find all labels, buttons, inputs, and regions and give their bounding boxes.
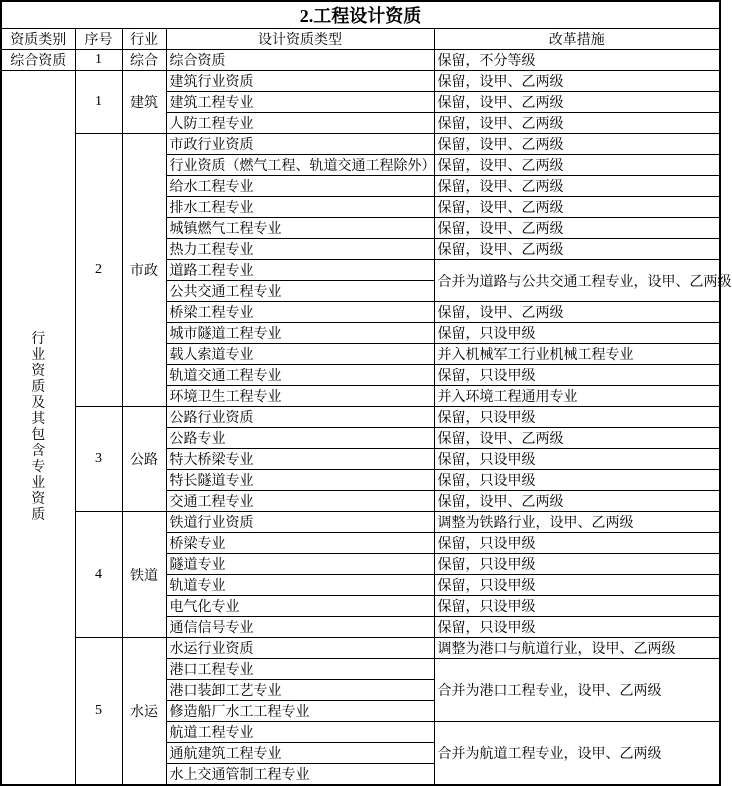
design-type-cell: 公共交通工程专业 [166,281,434,302]
reform-measure-cell: 保留，只设甲级 [434,533,720,554]
group-no-cell: 5 [75,638,122,786]
reform-measure-cell: 保留，只设甲级 [434,407,720,428]
design-type-cell: 给水工程专业 [166,176,434,197]
reform-measure-cell: 保留，设甲、乙两级 [434,176,720,197]
design-type-cell: 航道工程专业 [166,722,434,743]
table-row [1,134,720,155]
design-type-cell: 桥梁专业 [166,533,434,554]
header-row [1,29,720,50]
design-type-cell: 水上交通管制工程专业 [166,764,434,786]
reform-measure-cell: 保留，设甲、乙两级 [434,428,720,449]
table-row [1,407,720,428]
design-type-cell: 港口工程专业 [166,659,434,680]
table-row [1,71,720,92]
reform-measure-cell: 保留，设甲、乙两级 [434,71,720,92]
reform-measure-cell: 保留，设甲、乙两级 [434,302,720,323]
design-type-cell: 道路工程专业 [166,260,434,281]
category-industry-cell [1,71,75,786]
industry-cell: 公路 [122,407,166,512]
design-type-cell: 轨道专业 [166,575,434,596]
design-type-cell: 建筑行业资质 [166,71,434,92]
table-row [1,638,720,659]
reform-measure-cell: 合并为道路与公共交通工程专业，设甲、乙两级 [434,260,720,302]
reform-measure-cell: 保留，只设甲级 [434,596,720,617]
reform-measure-cell: 保留，设甲、乙两级 [434,218,720,239]
reform-measure-cell: 调整为铁路行业，设甲、乙两级 [434,512,720,533]
reform-measure-cell: 保留，只设甲级 [434,575,720,596]
reform-measure-cell: 保留，只设甲级 [434,617,720,638]
design-type-cell: 水运行业资质 [166,638,434,659]
design-type-cell: 市政行业资质 [166,134,434,155]
reform-measure-cell: 并入机械军工行业机械工程专业 [434,344,720,365]
group-no-cell: 3 [75,407,122,512]
design-type-cell: 修造船厂水工工程专业 [166,701,434,722]
reform-measure-cell: 调整为港口与航道行业，设甲、乙两级 [434,638,720,659]
table-title: 2.工程设计资质 [1,1,720,29]
group-no-cell: 2 [75,134,122,407]
title-row [1,1,720,29]
reform-measure-cell: 保留，设甲、乙两级 [434,197,720,218]
design-type-cell: 隧道专业 [166,554,434,575]
group-no-cell: 4 [75,512,122,638]
industry-cell: 水运 [122,638,166,786]
reform-measure-cell: 保留，只设甲级 [434,554,720,575]
design-type-cell: 城市隧道工程专业 [166,323,434,344]
design-type-cell: 轨道交通工程专业 [166,365,434,386]
industry-cell: 市政 [122,134,166,407]
reform-measure-cell: 保留，只设甲级 [434,365,720,386]
category-comprehensive-cell: 综合资质 [1,50,75,71]
design-type-cell: 综合资质 [166,50,434,71]
reform-measure-cell: 保留，设甲、乙两级 [434,239,720,260]
design-type-cell: 排水工程专业 [166,197,434,218]
design-type-cell: 公路专业 [166,428,434,449]
group-no-cell: 1 [75,50,122,71]
reform-measure-cell: 合并为港口工程专业，设甲、乙两级 [434,659,720,722]
design-type-cell: 建筑工程专业 [166,92,434,113]
col-header-industry: 行业 [122,29,166,50]
reform-measure-cell: 保留，设甲、乙两级 [434,155,720,176]
reform-measure-cell: 保留，只设甲级 [434,323,720,344]
category-industry-vertical-text: 行业资质及其包含专业资质 [31,331,46,523]
col-header-reform-measure: 改革措施 [434,29,720,50]
design-type-cell: 特大桥梁专业 [166,449,434,470]
design-type-cell: 通信信号专业 [166,617,434,638]
industry-cell: 铁道 [122,512,166,638]
reform-measure-cell: 保留，设甲、乙两级 [434,92,720,113]
reform-measure-cell: 保留，只设甲级 [434,470,720,491]
reform-measure-cell: 合并为航道工程专业，设甲、乙两级 [434,722,720,786]
table-row [1,512,720,533]
reform-measure-cell: 保留，设甲、乙两级 [434,134,720,155]
design-type-cell: 人防工程专业 [166,113,434,134]
col-header-design-type: 设计资质类型 [166,29,434,50]
table-row [1,50,720,71]
design-type-cell: 行业资质（燃气工程、轨道交通工程除外） [166,155,434,176]
group-no-cell: 1 [75,71,122,134]
industry-cell: 建筑 [122,71,166,134]
reform-measure-cell: 并入环境工程通用专业 [434,386,720,407]
design-type-cell: 特长隧道专业 [166,470,434,491]
reform-measure-cell: 保留，设甲、乙两级 [434,491,720,512]
design-type-cell: 载人索道专业 [166,344,434,365]
design-type-cell: 公路行业资质 [166,407,434,428]
col-header-no: 序号 [75,29,122,50]
reform-measure-cell: 保留，不分等级 [434,50,720,71]
design-type-cell: 交通工程专业 [166,491,434,512]
design-type-cell: 电气化专业 [166,596,434,617]
design-type-cell: 热力工程专业 [166,239,434,260]
design-type-cell: 铁道行业资质 [166,512,434,533]
industry-cell: 综合 [122,50,166,71]
design-type-cell: 通航建筑工程专业 [166,743,434,764]
design-type-cell: 桥梁工程专业 [166,302,434,323]
design-type-cell: 城镇燃气工程专业 [166,218,434,239]
reform-measure-cell: 保留，只设甲级 [434,449,720,470]
design-type-cell: 环境卫生工程专业 [166,386,434,407]
col-header-category: 资质类别 [1,29,75,50]
design-type-cell: 港口装卸工艺专业 [166,680,434,701]
reform-measure-cell: 保留，设甲、乙两级 [434,113,720,134]
